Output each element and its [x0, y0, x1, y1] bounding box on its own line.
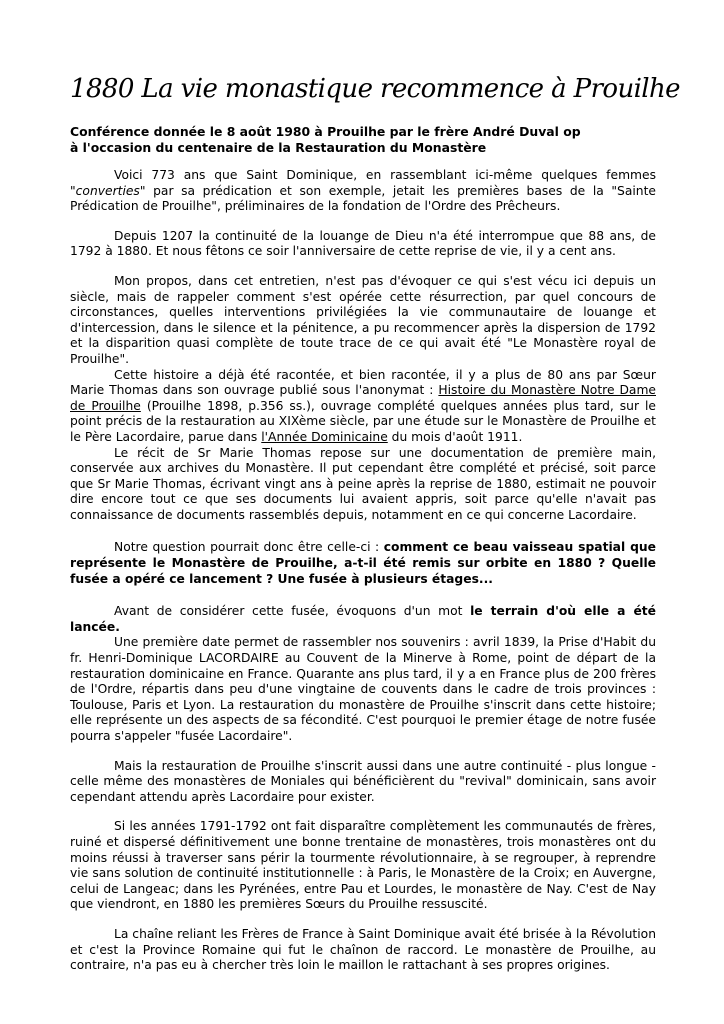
- subtitle-line-2: à l'occasion du centenaire de la Restauration du Monastère: [70, 140, 487, 155]
- paragraph-10: Si les années 1791-1792 ont fait disparaître complètement les communautés de frères, ruiné et dispersé définitivement une bonne trentaine de monastères, trois monastères ont du moins réussi à traverser sans périr la tourmente révolutionnaire, à se regrouper, à reprendre vie sans solution de continuité institutionnelle : à Paris, le Monastère de la Croix; en Auvergne, celui de Langeac; dans les Pyrénées, entre Pau et Lourdes, le monastère de Nay. C'est de Nay que viendront, en 1880 les premières Sœurs du Prouilhe ressuscité.: [70, 819, 656, 912]
- paragraph-3: Mon propos, dans cet entretien, n'est pas d'évoquer ce qui s'est vécu ici depuis un siècle, mais de rappeler comment s'est opérée cette résurrection, par quel concours de circonstances, quelles interventions privilégiées la vie communautaire de louange et d'intercession, dans le silence et la pénitence, a pu recommencer après la dispersion de 1792 et la disparition quasi complète de toute trace de ce qui avait été "Le Monastère royal de Prouilhe".: [70, 273, 656, 366]
- journal-title-annee-dominicaine: l'Année Dominicaine: [261, 429, 388, 444]
- subtitle-line-1: Conférence donnée le 8 août 1980 à Prouilhe par le frère André Duval op: [70, 124, 581, 139]
- book-title-histoire: Histoire du Monastère Notre Dame de Prouilhe: [70, 383, 656, 413]
- paragraph-5: Le récit de Sr Marie Thomas repose sur une documentation de première main, conservée aux archives du Monastère. Il put cependant être complété et précisé, soit parce que Sr Marie Thomas, écrivant vingt ans à peine après la reprise de 1880, estimait ne pouvoir dire encore tout ce que ses documents lui avaient appris, soit parce qu'elle n'avait pas connaissance de documents rassemblés depuis, notamment en ce qui concerne Lacordaire.: [70, 445, 656, 522]
- paragraph-2: Depuis 1207 la continuité de la louange de Dieu n'a été interrompue que 88 ans, de 1792 à 1880. Et nous fêtons ce soir l'anniversaire de cette reprise de vie, il y a cent ans.: [70, 228, 656, 259]
- emphasis-converties: "converties": [70, 183, 146, 198]
- document-title: 1880 La vie monastique recommence à Prouilhe: [70, 74, 680, 104]
- paragraph-9: Mais la restauration de Prouilhe s'inscrit aussi dans une autre continuité - plus longue - celle même des monastères de Moniales qui bénéficièrent du "revival" dominicain, sans avoir cependant attendu après Lacordaire pour exister.: [70, 758, 656, 804]
- launch-terrain-phrase: le terrain d'où elle a été lancée.: [70, 604, 656, 634]
- paragraph-11: La chaîne reliant les Frères de France à Saint Dominique avait été brisée à la Révolution et c'est la Province Romaine qui fut le chaînon de raccord. Le monastère de Prouilhe, au contraire, n'a pas eu à chercher très loin le maillon le rattachant à ses propres origines.: [70, 926, 656, 973]
- paragraph-1: Voici 773 ans que Saint Dominique, en rassemblant ici-même quelques femmes "converties" par sa prédication et son exemple, jetait les premières bases de la "Sainte Prédication de Prouilhe", préliminaires de la fondation de l'Ordre des Prêcheurs.: [70, 168, 656, 214]
- paragraph-4: Cette histoire a déjà été racontée, et bien racontée, il y a plus de 80 ans par Sœur Marie Thomas dans son ouvrage publié sous l'anonymat : Histoire du Monastère Notre Dame de Prouilhe (Prouilhe 1898, p.356 ss.), ouvrage complété quelques années plus tard, sur le point précis de la restauration au XIXème siècle, par une étude sur le Monastère de Prouilhe et le Père Lacordaire, parue dans l'Année Dominicaine du mois d'août 1911.: [70, 367, 656, 444]
- paragraph-6: Notre question pourrait donc être celle-ci : comment ce beau vaisseau spatial que représente le Monastère de Prouilhe, a-t-il été remis sur orbite en 1880 ? Quelle fusée a opéré ce lancement ? Une fusée à plusieurs étages...: [70, 540, 656, 586]
- key-question: comment ce beau vaisseau spatial que représente le Monastère de Prouilhe, a-t-il été remis sur orbite en 1880 ? Quelle fusée a opéré ce lancement ? Une fusée à plusieurs étages...: [70, 540, 656, 586]
- paragraph-7: Avant de considérer cette fusée, évoquons d'un mot le terrain d'où elle a été lancée.: [70, 604, 656, 634]
- paragraph-8: Une première date permet de rassembler nos souvenirs : avril 1839, la Prise d'Habit du fr. Henri-Dominique LACORDAIRE au Couvent de la Minerve à Rome, point de départ de la restauration dominicaine en France. Quarante ans plus tard, il y a en France plus de 200 frères de l'Ordre, répartis dans peu d'une vingtaine de couvents dans le cadre de trois provinces : Toulouse, Paris et Lyon. La restauration du monastère de Prouilhe s'inscrit dans cette histoire; elle représente un des aspects de sa fécondité. C'est pourquoi le premier étage de notre fusée pourra s'appeler "fusée Lacordaire".: [70, 635, 656, 743]
- document-body: [70, 168, 656, 974]
- document-subtitle: [70, 124, 670, 156]
